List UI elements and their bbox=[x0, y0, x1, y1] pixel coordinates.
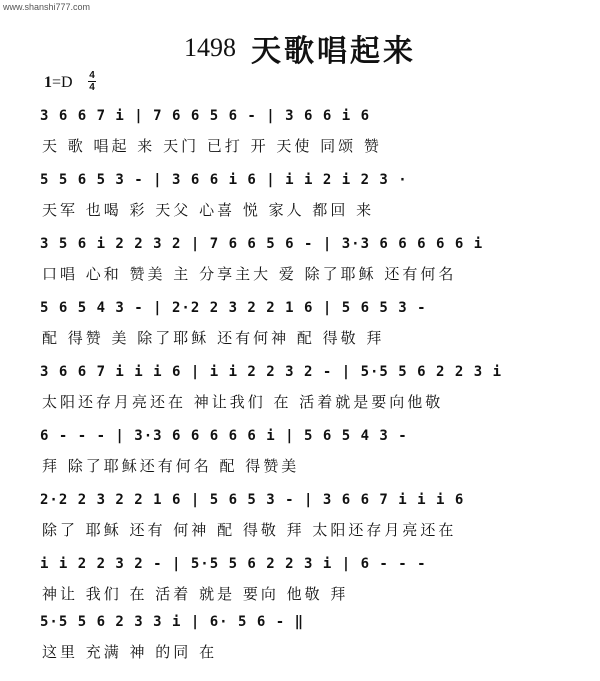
notation-line: 3 6 6 7 i | 7 6 6 5 6 - | 3 6 6 i 6 bbox=[40, 108, 371, 124]
music-row-5 bbox=[40, 364, 560, 426]
lyrics-line: 拜 除了耶稣还有何名 配 得赞美 bbox=[42, 457, 300, 475]
lyrics-line: 太阳还存月亮还在 神让我们 在 活着就是要向他敬 bbox=[42, 393, 444, 411]
lyrics-line: 神让 我们 在 活着 就是 要向 他敬 拜 bbox=[42, 585, 349, 603]
hymn-title: 天歌唱起来 bbox=[251, 34, 417, 69]
page-title bbox=[0, 26, 600, 70]
hymn-number: 1498 bbox=[183, 33, 236, 62]
music-row-4 bbox=[40, 300, 560, 362]
lyrics-line: 这里 充满 神 的同 在 bbox=[42, 643, 218, 661]
music-row-9 bbox=[40, 614, 560, 676]
lyrics-line: 口唱 心和 赞美 主 分享主大 爱 除了耶稣 还有何名 bbox=[42, 265, 457, 283]
lyrics-line: 天 歌 唱起 来 天门 已打 开 天使 同颂 赞 bbox=[42, 137, 382, 155]
music-row-1 bbox=[40, 108, 560, 170]
notation-line: i i 2 2 3 2 - | 5·5 5 6 2 2 3 i | 6 - - - bbox=[40, 556, 427, 572]
notation-line: 3 5 6 i 2 2 3 2 | 7 6 6 5 6 - | 3·3 6 6 6 6 6 i bbox=[40, 236, 484, 252]
notation-line: 3 6 6 7 i i i 6 | i i 2 2 3 2 - | 5·5 5 6 2 2 3 i bbox=[40, 364, 503, 380]
music-row-7 bbox=[40, 492, 560, 554]
watermark: www.shanshi777.com bbox=[3, 2, 91, 12]
music-row-8 bbox=[40, 556, 560, 618]
notation-line: 5 5 6 5 3 - | 3 6 6 i 6 | i i 2 i 2 3 · bbox=[40, 172, 408, 188]
time-signature: 4 4 bbox=[89, 70, 95, 93]
music-row-6 bbox=[40, 428, 560, 490]
notation-line: 2·2 2 3 2 2 1 6 | 5 6 5 3 - | 3 6 6 7 i i i 6 bbox=[40, 492, 465, 508]
lyrics-line: 配 得赞 美 除了耶稣 还有何神 配 得敬 拜 bbox=[42, 329, 385, 347]
music-row-2 bbox=[40, 172, 560, 234]
notation-line: 5·5 5 6 2 3 3 i | 6· 5 6 - ‖ bbox=[40, 614, 305, 630]
music-row-3 bbox=[40, 236, 560, 298]
notation-line: 6 - - - | 3·3 6 6 6 6 6 i | 5 6 5 4 3 - bbox=[40, 428, 408, 444]
notation-line: 5 6 5 4 3 - | 2·2 2 3 2 2 1 6 | 5 6 5 3 - bbox=[40, 300, 427, 316]
lyrics-line: 除了 耶稣 还有 何神 配 得敬 拜 太阳还存月亮还在 bbox=[42, 521, 457, 539]
key-signature: 1=D bbox=[44, 74, 73, 91]
lyrics-line: 天军 也喝 彩 天父 心喜 悦 家人 都回 来 bbox=[42, 201, 375, 219]
